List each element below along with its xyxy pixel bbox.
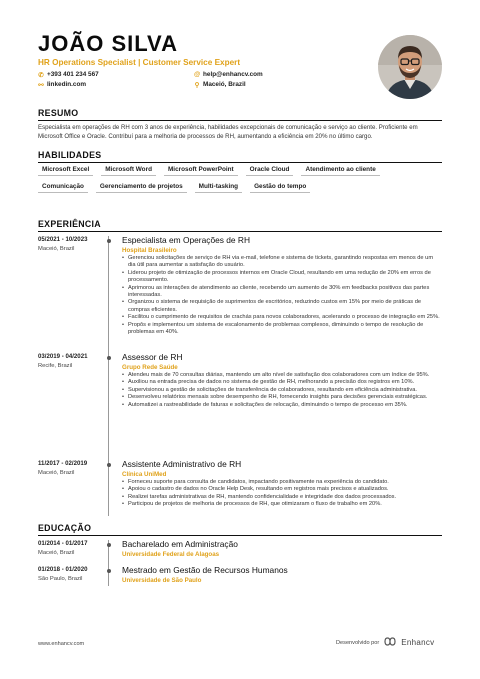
timeline-dot bbox=[107, 569, 111, 573]
phone-icon: ✆ bbox=[38, 71, 44, 79]
skills-list bbox=[38, 166, 442, 200]
list-item: • Atendeu mais de 70 consultas diárias, mantendo um alto nível de satisfação dos colaboradores com um índice de 95%. bbox=[122, 372, 442, 379]
section-divider bbox=[38, 231, 442, 232]
at-icon: @ bbox=[194, 71, 201, 78]
experience-meta bbox=[38, 460, 87, 476]
list-item: • Gerenciou solicitações de serviço de RH via e-mail, telefone e sistema de tickets, garantindo respostas em menos de um dia útil para aumentar a satisfação do usuário. bbox=[122, 255, 442, 270]
skill-tag: Oracle Cloud bbox=[246, 166, 294, 176]
list-item: • Desenvolveu relatórios mensais sobre desempenho de RH, fornecendo insights para decisões gerenciais estratégicas. bbox=[122, 394, 442, 401]
candidate-role: HR Operations Specialist | Customer Service Expert bbox=[38, 58, 241, 67]
experience-entry bbox=[122, 235, 442, 336]
experience-location: Maceió, Brazil bbox=[38, 246, 75, 252]
skill-tag: Gerenciamento de projetos bbox=[96, 183, 187, 193]
list-item: • Realizei tarefas administrativas de RH, mantendo confidencialidade e integridade dos dados processados. bbox=[122, 494, 442, 501]
timeline-dot bbox=[107, 463, 111, 467]
email-text[interactable]: help@enhancv.com bbox=[203, 71, 263, 78]
timeline-dot bbox=[107, 356, 111, 360]
skill-tag: Microsoft PowerPoint bbox=[164, 166, 238, 176]
degree-title: Bacharelado em Administração bbox=[122, 539, 238, 549]
skill-tag: Multi-tasking bbox=[195, 183, 242, 193]
timeline-dot bbox=[107, 239, 111, 243]
education-entry bbox=[122, 565, 442, 584]
skill-tag: Microsoft Excel bbox=[38, 166, 93, 176]
job-title: Assistente Administrativo de RH bbox=[122, 459, 242, 469]
section-divider bbox=[38, 120, 442, 121]
footer-branding bbox=[336, 637, 434, 648]
experience-entry bbox=[122, 459, 442, 509]
experience-dates: 05/2021 - 10/2023 bbox=[38, 236, 88, 243]
list-item: • Auxiliou na entrada precisa de dados no sistema de gestão de RH, melhorando a precisão dos registros em 10%. bbox=[122, 379, 442, 386]
education-location: São Paulo, Brazil bbox=[38, 576, 83, 582]
bullet-list bbox=[122, 255, 442, 336]
list-item: • Automatizei a rastreabilidade de faturas e solicitações de relocação, diminuindo o tempo de processo em 35%. bbox=[122, 402, 442, 409]
education-location: Maceió, Brazil bbox=[38, 550, 75, 556]
school-name: Universidade de São Paulo bbox=[122, 577, 202, 584]
experience-heading: EXPERIÊNCIA bbox=[38, 219, 101, 229]
education-meta bbox=[38, 566, 87, 582]
location-text: Maceió, Brazil bbox=[203, 81, 246, 88]
experience-meta bbox=[38, 353, 87, 369]
job-title: Assessor de RH bbox=[122, 352, 183, 362]
experience-location: Maceió, Brazil bbox=[38, 470, 75, 476]
skill-tag: Microsoft Word bbox=[101, 166, 156, 176]
experience-entry bbox=[122, 352, 442, 409]
company-name: Clínica UniMed bbox=[122, 471, 167, 478]
education-heading: EDUCAÇÃO bbox=[38, 523, 92, 533]
link-icon: ⚯ bbox=[38, 81, 44, 89]
location-pin-icon: ⚲ bbox=[194, 81, 200, 89]
list-item: • Participou de projetos de melhoria de processos de RH, que otimizaram o fluxo de trabalho em 20%. bbox=[122, 501, 442, 508]
company-name: Hospital Brasileiro bbox=[122, 247, 177, 254]
education-dates: 01/2014 - 01/2017 bbox=[38, 540, 88, 547]
education-dates: 01/2018 - 01/2020 bbox=[38, 566, 88, 573]
bullet-list bbox=[122, 372, 442, 409]
contact-linkedin[interactable] bbox=[38, 80, 148, 89]
list-item: • Apoiou o cadastro de dados no Oracle Help Desk, resultando em registros mais precisos e atualizados. bbox=[122, 486, 442, 493]
degree-title: Mestrado em Gestão de Recursos Humanos bbox=[122, 565, 288, 575]
contact-info bbox=[38, 70, 368, 89]
powered-by-text: Desenvolvido por bbox=[336, 639, 380, 646]
contact-phone bbox=[38, 70, 148, 79]
section-divider bbox=[38, 535, 442, 536]
candidate-name: JOÃO SILVA bbox=[38, 31, 178, 56]
job-title: Especialista em Operações de RH bbox=[122, 235, 251, 245]
list-item: • Organizou o sistema de requisição de suprimentos de escritórios, reduzindo custos em 15% por meio de práticas de compras eficientes. bbox=[122, 299, 442, 314]
experience-dates: 03/2019 - 04/2021 bbox=[38, 353, 88, 360]
footer-website[interactable]: www.enhancv.com bbox=[38, 641, 85, 647]
education-entry bbox=[122, 539, 442, 558]
linkedin-text[interactable]: linkedin.com bbox=[47, 81, 87, 88]
summary-text: Especialista em operações de RH com 3 anos de experiência, habilidades excepcionais de comunicação e serviço ao cliente. Proficiente em Microsoft Office e Oracle. Contribuí para a melhoria de processos de RH, aumentando a eficiência em 20% no último cargo. bbox=[38, 124, 418, 140]
experience-location: Recife, Brazil bbox=[38, 363, 73, 369]
experience-dates: 11/2017 - 02/2019 bbox=[38, 460, 88, 467]
skills-heading: HABILIDADES bbox=[38, 150, 102, 160]
company-name: Grupo Rede Saúde bbox=[122, 364, 178, 371]
brand-name: Enhancv bbox=[401, 638, 435, 647]
skill-tag: Comunicação bbox=[38, 183, 88, 193]
skill-tag: Gestão do tempo bbox=[250, 183, 310, 193]
section-divider bbox=[38, 162, 442, 163]
summary-heading: RESUMO bbox=[38, 108, 79, 118]
phone-text: +393 401 234 567 bbox=[47, 71, 99, 78]
school-name: Universidade Federal de Alagoas bbox=[122, 551, 220, 558]
contact-location bbox=[194, 80, 314, 89]
resume-header bbox=[38, 32, 368, 89]
bullet-list bbox=[122, 479, 442, 509]
list-item: • Supervisionou a gestão de solicitações de transferência de colaboradores, resultando em eficiência administrativa. bbox=[122, 387, 442, 394]
timeline-dot bbox=[107, 543, 111, 547]
list-item: • Liderou projeto de otimização de processos internos em Oracle Cloud, resultando em uma redução de 20% em erros de processamento. bbox=[122, 270, 442, 285]
contact-email[interactable] bbox=[194, 70, 314, 79]
list-item: • Propôs e implementou um sistema de escalonamento de problemas complexos, diminuindo o tempo de resolução de problemas em 40%. bbox=[122, 322, 442, 337]
enhancv-logo-icon bbox=[383, 637, 397, 648]
avatar bbox=[378, 35, 442, 99]
education-meta bbox=[38, 540, 87, 556]
list-item: • Aprimorou as interações de atendimento ao cliente, recebendo um aumento de 30% em feedbacks positivos das partes interessadas. bbox=[122, 285, 442, 300]
timeline-line bbox=[108, 236, 109, 516]
list-item: • Forneceu suporte para consulta de candidatos, impactando positivamente na experiência do candidato. bbox=[122, 479, 442, 486]
skill-tag: Atendimento ao cliente bbox=[301, 166, 379, 176]
experience-meta bbox=[38, 236, 87, 252]
list-item: • Facilitou o cumprimento de requisitos de crachás para novos colaboradores, acelerando o processo de integração em 25%. bbox=[122, 314, 442, 321]
